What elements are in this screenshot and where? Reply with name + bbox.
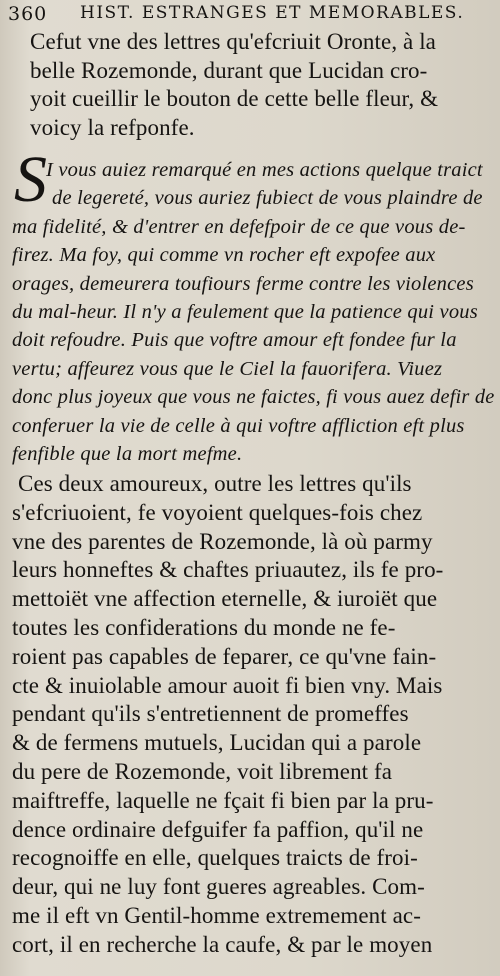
text-line: maiftreffe, laquelle ne fçait fi bien par la pru- <box>12 787 434 813</box>
text-line: I vous auiez remarqué en mes actions quelque traict <box>46 159 483 181</box>
text-line: s'efcriuoient, fe voyoient quelques-fois chez <box>12 499 423 525</box>
text-line: me il eft vn Gentil-homme extremement ac- <box>12 902 422 928</box>
drop-cap: S <box>14 143 47 216</box>
text-line: cort, il en recherche la caufe, & par le moyen <box>12 931 433 957</box>
text-line: deur, qui ne luy font gueres agreables. Com- <box>12 874 425 900</box>
text-line: ma fidelité, & d'entrer en defefpoir de ce que vous de- <box>12 215 466 238</box>
text-line: voicy la refponfe. <box>30 114 195 140</box>
text-line: roient pas capables de feparer, ce qu'vne fain- <box>12 643 437 669</box>
intro-paragraph <box>30 28 494 142</box>
page-number: 360 <box>8 3 48 25</box>
narrative-paragraph <box>12 470 494 960</box>
text-line: Cefut vne des lettres qu'efcriuit Oronte, à la <box>30 29 436 54</box>
text-line: mettoiët vne affection eternelle, & iuroiët que <box>12 586 438 612</box>
text-line: pendant qu'ils s'entretiennent de promeffes <box>12 701 409 727</box>
text-line: fenfible que la mort mefme. <box>12 442 243 465</box>
text-line: cte & inuiolable amour auoit fi bien vny. Mais <box>12 672 443 698</box>
text-line: & de fermens mutuels, Lucidan qui a parole <box>12 730 422 756</box>
text-line: belle Rozemonde, durant que Lucidan cro- <box>30 57 428 83</box>
text-line: conferuer la vie de celle à qui voftre affliction eft plus <box>12 414 465 437</box>
text-line: firez. Ma foy, qui comme vn rocher eft expofee aux <box>12 244 436 267</box>
text-line: donc plus joyeux que vous ne faictes, fi vous auez defir de <box>12 386 494 409</box>
text-line: toutes les confiderations du monde ne fe- <box>12 614 396 640</box>
text-line: yoit cueillir le bouton de cette belle fleur, & <box>30 86 439 111</box>
text-line: du mal-heur. Il n'y a feulement que la patience qui vous <box>12 300 478 323</box>
text-line: Ces deux amoureux, outre les lettres qu'ils <box>18 471 412 496</box>
text-line: du pere de Rozemonde, voit librement fa <box>12 758 393 784</box>
running-title: HIST. ESTRANGES ET MEMORABLES. <box>80 3 465 23</box>
text-line: de legereté, vous auriez fubiect de vous plaindre de <box>52 187 483 210</box>
text-line: leurs honneftes & chaftes priuautez, ils fe pro- <box>12 557 444 583</box>
letter-paragraph <box>12 156 494 468</box>
text-line: dence ordinaire defguifer fa paffion, qu'il ne <box>12 816 424 842</box>
text-line: vne des parentes de Rozemonde, là où parmy <box>12 528 433 554</box>
page-header <box>8 3 496 29</box>
text-line: recognoiffe en elle, quelques traicts de froi- <box>12 845 418 871</box>
text-line: orages, demeurera toufiours ferme contre les violences <box>12 272 474 295</box>
text-line: vertu; affeurez vous que le Ciel la fauorifera. Viuez <box>12 357 443 380</box>
text-line: doit refoudre. Puis que voftre amour eft fondee fur la <box>12 329 457 352</box>
